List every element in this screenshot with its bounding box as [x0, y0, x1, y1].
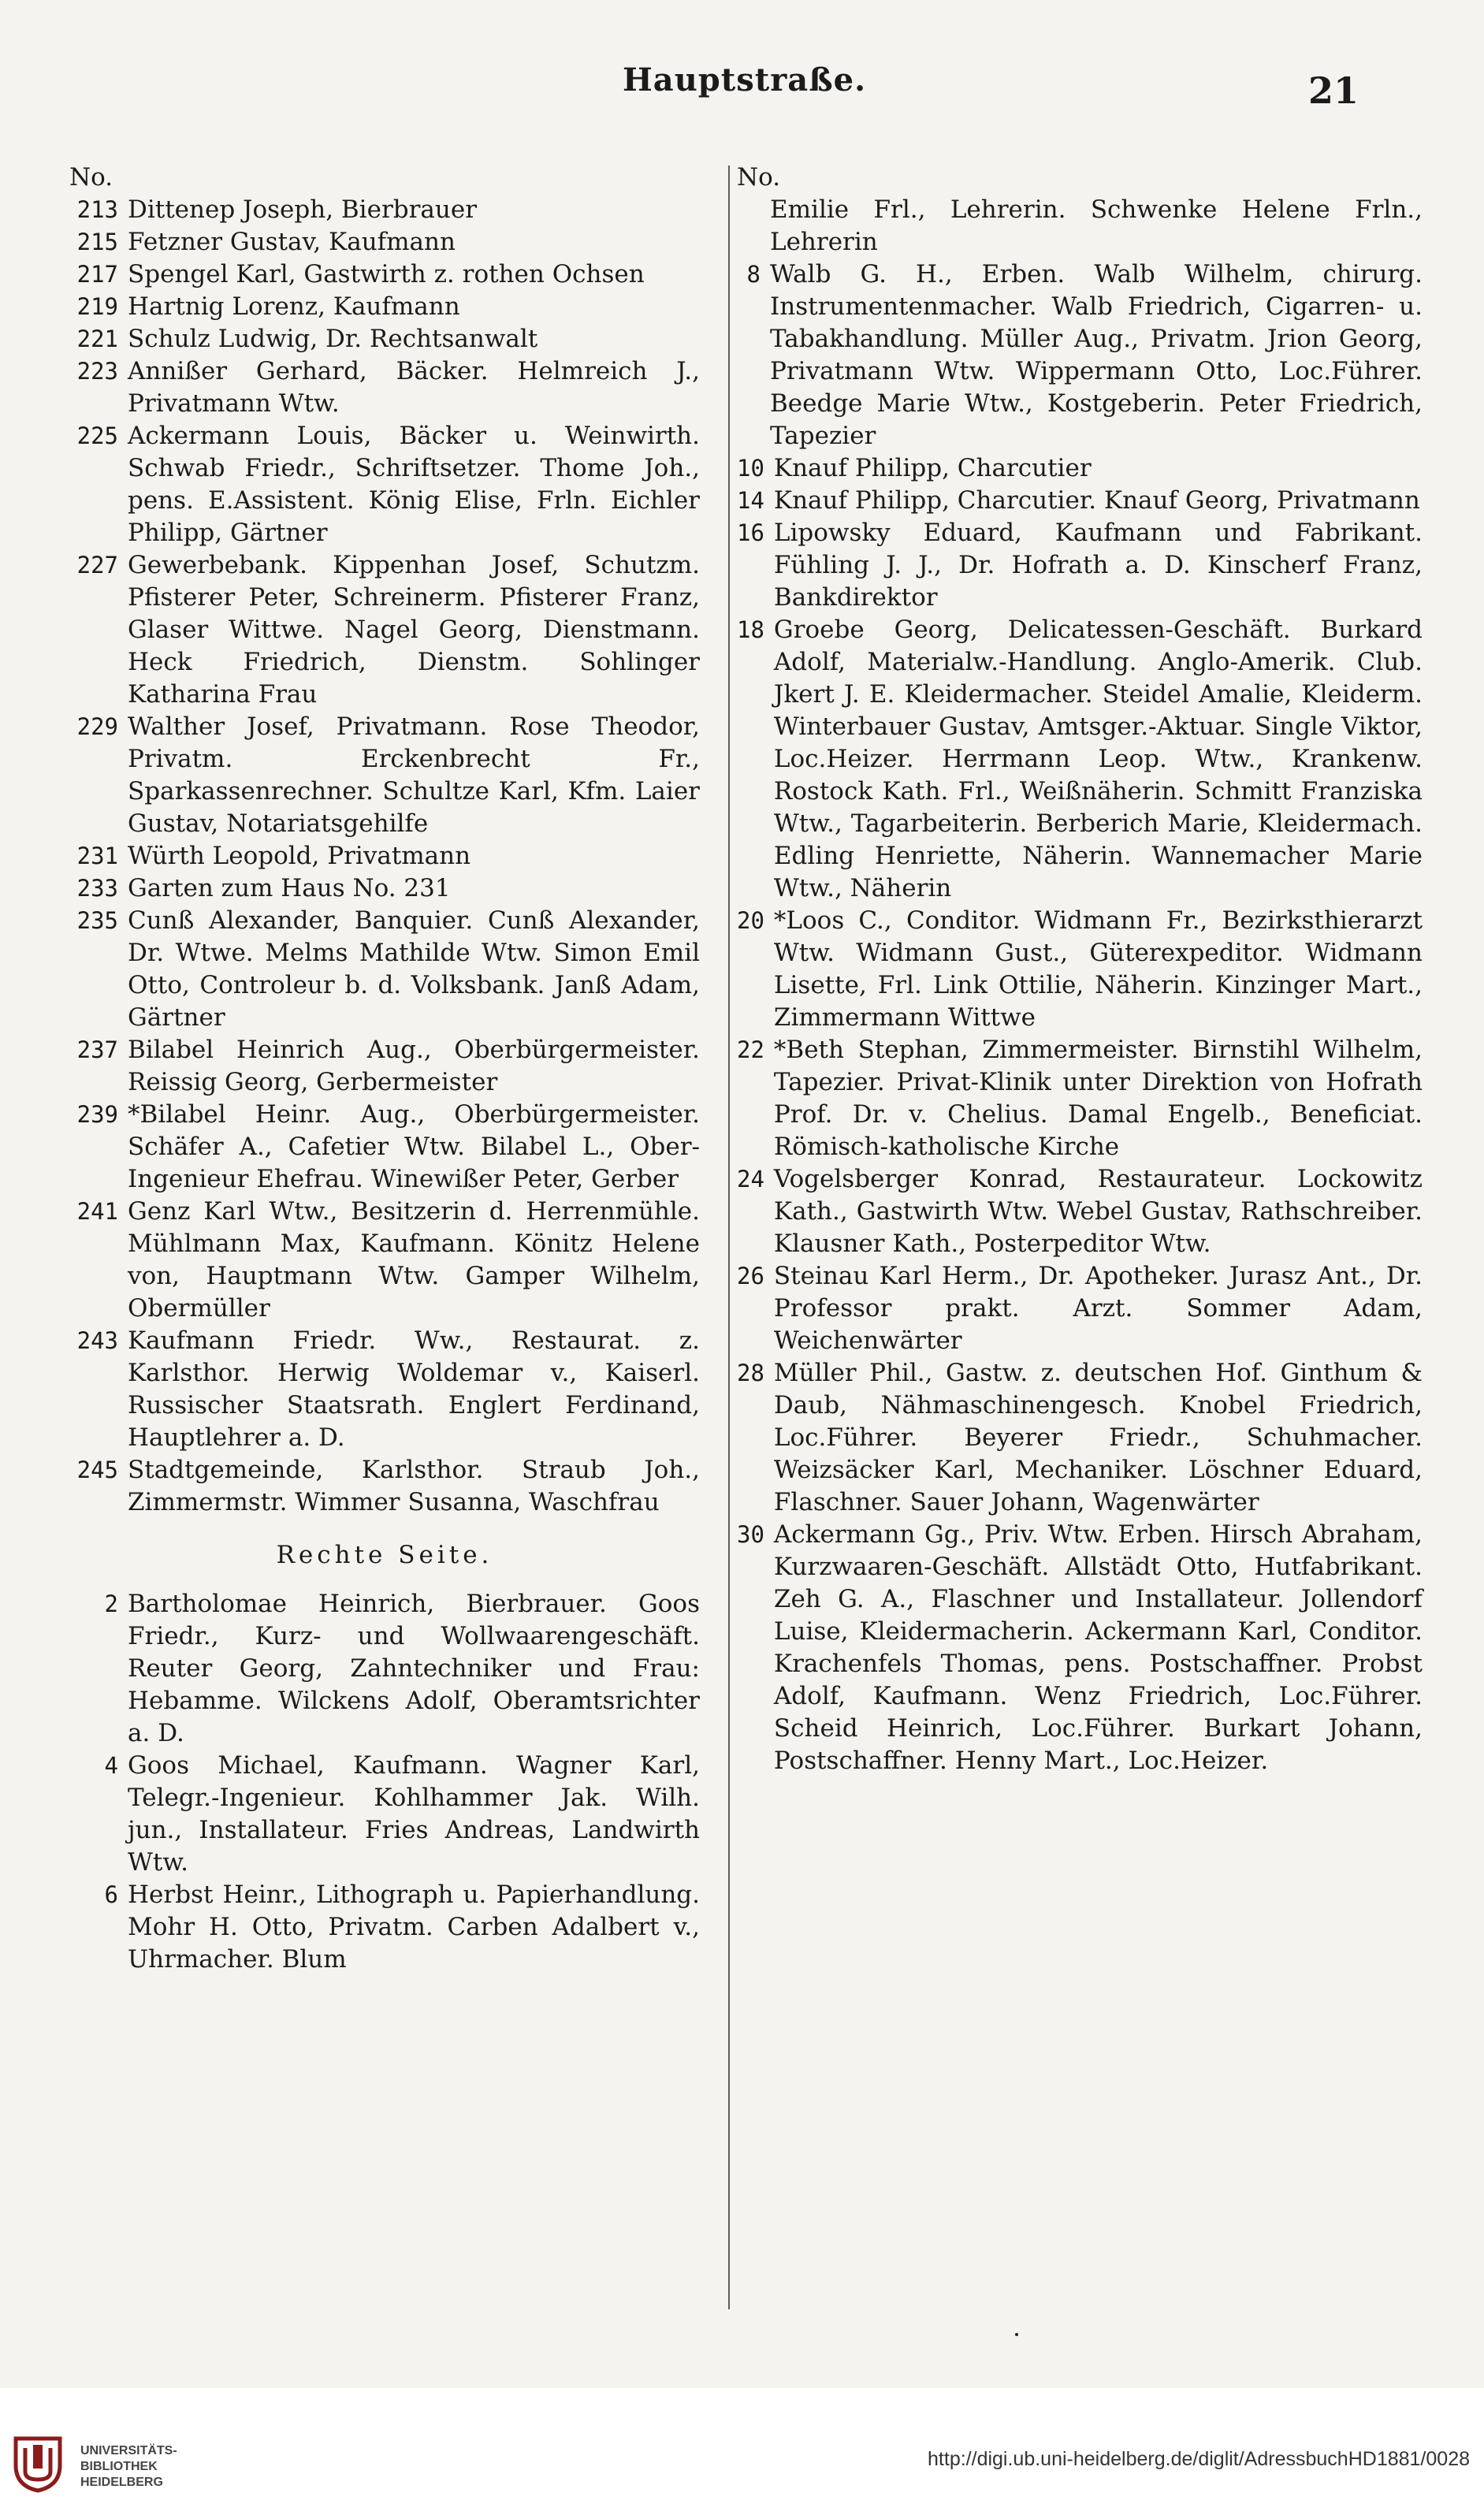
- house-number: 245: [76, 1457, 118, 1483]
- house-number: 18: [737, 616, 764, 643]
- house-number: 223: [76, 358, 118, 385]
- house-number: 6: [104, 1881, 118, 1908]
- resident-list: Müller Phil., Gastw. z. deutschen Hof. Ginthum & Daub, Nähmaschinengesch. Knobel Friedrich, Loc.Führer. Beyerer Friedr., Schuhmacher. Weizsäcker Karl, Mechaniker. Löschner Eduard, Flaschner. Sauer Johann, Wagenwärter: [773, 1359, 1423, 1516]
- resident-list: Bilabel Heinrich Aug., Oberbürgermeister. Reissig Georg, Gerbermeister: [128, 1036, 700, 1096]
- directory-entry: [737, 517, 1423, 614]
- right-column: [737, 162, 1423, 1777]
- resident-list: Goos Michael, Kaufmann. Wagner Karl, Telegr.-Ingenieur. Kohlhammer Jak. Wilh. jun., Installateur. Fries Andreas, Landwirth Wtw.: [128, 1751, 700, 1877]
- house-number: 24: [737, 1166, 764, 1192]
- library-name-line: HEIDELBERG: [80, 2476, 163, 2489]
- directory-entry: [737, 194, 1423, 259]
- house-number: 28: [737, 1360, 764, 1386]
- directory-entry: [737, 452, 1423, 485]
- resident-list: Hartnig Lorenz, Kaufmann: [128, 292, 460, 321]
- resident-list: Groebe Georg, Delicatessen-Geschäft. Burkard Adolf, Materialw.-Handlung. Anglo-Amerik. Club. Jkert J. E. Kleidermacher. Steidel Amalie, Kleiderm. Winterbauer Gustav, Amtsger.-Aktuar. Single Viktor, Loc.Heizer. Herrmann Leop. Wtw., Krankenw. Rostock Kath. Frl., Weißnäherin. Schmitt Franziska Wtw., Tagarbeiterin. Berberich Marie, Kleidermach. Edling Henriette, Näherin. Wannemacher Marie Wtw., Näherin: [773, 616, 1423, 902]
- house-number: 215: [76, 229, 118, 255]
- resident-list: Lipowsky Eduard, Kaufmann und Fabrikant. Fühling J. J., Dr. Hofrath a. D. Kinscherf Franz, Bankdirektor: [773, 519, 1423, 612]
- resident-list: *Bilabel Heinr. Aug., Oberbürgermeister. Schäfer A., Cafetier Wtw. Bilabel L., Ober-Ingenieur Ehefrau. Winewißer Peter, Gerber: [128, 1100, 700, 1193]
- page-number: 21: [1308, 69, 1359, 112]
- resident-list: Ackermann Gg., Priv. Wtw. Erben. Hirsch Abraham, Kurzwaaren-Geschäft. Allstädt Otto, Hutfabrikant. Zeh G. A., Flaschner und Installateur. Jollendorf Luise, Kleidermacherin. Ackermann Karl, Conditor. Krachenfels Thomas, pens. Postschaffner. Probst Adolf, Kaufmann. Wenz Friedrich, Loc.Führer. Scheid Heinrich, Loc.Führer. Burkart Johann, Postschaffner. Henny Mart., Loc.Heizer.: [773, 1520, 1423, 1775]
- house-number: 217: [76, 261, 118, 288]
- directory-entry: [69, 1879, 700, 1976]
- column-header-no: No.: [69, 163, 113, 192]
- house-number: 8: [746, 261, 761, 288]
- house-number: 227: [76, 552, 118, 579]
- resident-list: Ackermann Louis, Bäcker u. Weinwirth. Schwab Friedr., Schriftsetzer. Thome Joh., pens. E.Assistent. König Elise, Frln. Eichler Philipp, Gärtner: [128, 422, 700, 547]
- resident-list: Genz Karl Wtw., Besitzerin d. Herrenmühle. Mühlmann Max, Kaufmann. Könitz Helene von, Hauptmann Wtw. Gamper Wilhelm, Obermüller: [128, 1197, 700, 1323]
- directory-entry: [69, 194, 700, 226]
- resident-list: Kaufmann Friedr. Ww., Restaurat. z. Karlsthor. Herwig Woldemar v., Kaiserl. Russischer Staatsrath. Englert Ferdinand, Hauptlehrer a. D.: [128, 1326, 700, 1452]
- resident-list: *Loos C., Conditor. Widmann Fr., Bezirksthierarzt Wtw. Widmann Gust., Güterexpeditor. Widmann Lisette, Frl. Link Ottilie, Näherin. Kinzinger Mart., Zimmermann Wittwe: [773, 906, 1423, 1032]
- resident-list: Walther Josef, Privatmann. Rose Theodor, Privatm. Erckenbrecht Fr., Sparkassenrechner. Schultze Karl, Kfm. Laier Gustav, Notariatsgehilfe: [128, 712, 700, 838]
- house-number: 243: [76, 1327, 118, 1354]
- left-entries-after: [69, 1588, 700, 1976]
- resident-list: Würth Leopold, Privatmann: [128, 842, 471, 870]
- university-library-logo-icon: [9, 2434, 66, 2494]
- left-entries: [69, 194, 700, 1519]
- house-number: 221: [76, 326, 118, 352]
- resident-list: Spengel Karl, Gastwirth z. rothen Ochsen: [128, 260, 645, 288]
- house-number: 20: [737, 907, 764, 934]
- house-number: 233: [76, 875, 118, 902]
- house-number: 235: [76, 907, 118, 934]
- house-number: 213: [76, 196, 118, 223]
- directory-entry: [69, 872, 700, 905]
- house-number: 219: [76, 293, 118, 320]
- directory-entry: [737, 1034, 1423, 1163]
- house-number: 26: [737, 1263, 764, 1289]
- resident-list: Walb G. H., Erben. Walb Wilhelm, chirurg. Instrumentenmacher. Walb Friedrich, Cigarren- u. Tabakhandlung. Müller Aug., Privatm. Jrion Georg, Privatmann Wtw. Wippermann Otto, Loc.Führer. Beedge Marie Wtw., Kostgeberin. Peter Friedrich, Tapezier: [770, 260, 1423, 450]
- house-number: 22: [737, 1036, 764, 1063]
- right-entries: [737, 194, 1423, 1777]
- directory-entry: [69, 549, 700, 711]
- directory-entry: [69, 291, 700, 323]
- directory-entry: [69, 226, 700, 259]
- page-footer: [0, 2388, 1484, 2515]
- resident-list: Gewerbebank. Kippenhan Josef, Schutzm. Pfisterer Peter, Schreinerm. Pfisterer Franz, Glaser Wittwe. Nagel Georg, Dienstmann. Heck Friedrich, Dienstm. Sohlinger Katharina Frau: [128, 551, 700, 709]
- directory-entry: [69, 323, 700, 355]
- resident-list: Stadtgemeinde, Karlsthor. Straub Joh., Zimmermstr. Wimmer Susanna, Waschfrau: [128, 1456, 700, 1516]
- resident-list: Emilie Frl., Lehrerin. Schwenke Helene Frln., Lehrerin: [770, 195, 1423, 256]
- resident-list: Herbst Heinr., Lithograph u. Papierhandlung. Mohr H. Otto, Privatm. Carben Adalbert v., Uhrmacher. Blum: [128, 1881, 700, 1974]
- directory-entry: [69, 1099, 700, 1196]
- directory-entry: [69, 1196, 700, 1325]
- library-name: [80, 2443, 177, 2491]
- resident-list: Cunß Alexander, Banquier. Cunß Alexander, Dr. Wtwe. Melms Mathilde Wtw. Simon Emil Otto, Controleur b. d. Volksbank. Janß Adam, Gärtner: [128, 906, 700, 1032]
- running-title: Hauptstraße.: [623, 61, 866, 99]
- column-header-no: No.: [737, 163, 781, 192]
- directory-entry: [737, 1519, 1423, 1777]
- directory-entry: [69, 1454, 700, 1519]
- resident-list: Vogelsberger Konrad, Restaurateur. Lockowitz Kath., Gastwirth Wtw. Webel Gustav, Rathschreiber. Klausner Kath., Posterpeditor Wtw.: [773, 1165, 1423, 1258]
- house-number: 14: [737, 487, 764, 514]
- resident-list: Annißer Gerhard, Bäcker. Helmreich J., Privatmann Wtw.: [128, 357, 700, 418]
- left-column: [69, 162, 700, 1976]
- directory-entry: [737, 614, 1423, 905]
- house-number: 241: [76, 1198, 118, 1225]
- library-name-line: BIBLIOTHEK: [80, 2460, 158, 2473]
- resident-list: Steinau Karl Herm., Dr. Apotheker. Jurasz Ant., Dr. Professor prakt. Arzt. Sommer Adam, Weichenwärter: [773, 1262, 1423, 1355]
- directory-entry: [69, 1750, 700, 1879]
- house-number: 239: [76, 1101, 118, 1128]
- directory-entry: [737, 905, 1423, 1034]
- house-number: 2: [104, 1590, 118, 1617]
- source-url-link[interactable]: http://digi.ub.uni-heidelberg.de/diglit/AdressbuchHD1881/0028: [928, 2448, 1470, 2470]
- house-number: 4: [104, 1752, 118, 1779]
- resident-list: Dittenep Joseph, Bierbrauer: [128, 195, 478, 224]
- directory-entry: [737, 259, 1423, 452]
- directory-entry: [69, 420, 700, 549]
- directory-entry: [737, 1357, 1423, 1519]
- directory-entry: [69, 355, 700, 420]
- resident-list: Knauf Philipp, Charcutier. Knauf Georg, Privatmann: [773, 486, 1420, 515]
- directory-entry: [69, 905, 700, 1034]
- directory-entry: [69, 1325, 700, 1454]
- resident-list: Bartholomae Heinrich, Bierbrauer. Goos Friedr., Kurz- und Wollwaarengeschäft. Reuter Georg, Zahntechniker und Frau: Hebamme. Wilckens Adolf, Oberamtsrichter a. D.: [128, 1590, 700, 1747]
- resident-list: Knauf Philipp, Charcutier: [773, 454, 1092, 482]
- ink-speck: [1015, 2333, 1018, 2336]
- page-header: [0, 0, 1484, 134]
- column-divider: [728, 166, 730, 2309]
- house-number: [737, 194, 770, 259]
- directory-entry: [69, 1034, 700, 1099]
- house-number: 229: [76, 713, 118, 740]
- house-number: 225: [76, 422, 118, 449]
- directory-entry: [737, 485, 1423, 517]
- directory-entry: [69, 711, 700, 840]
- library-name-line: UNIVERSITÄTS-: [80, 2444, 177, 2457]
- house-number: 16: [737, 519, 764, 546]
- resident-list: Schulz Ludwig, Dr. Rechtsanwalt: [128, 325, 538, 353]
- directory-entry: [737, 1260, 1423, 1357]
- house-number: 30: [737, 1521, 764, 1548]
- resident-list: Fetzner Gustav, Kaufmann: [128, 228, 456, 256]
- resident-list: *Beth Stephan, Zimmermeister. Birnstihl Wilhelm, Tapezier. Privat-Klinik unter Direktion von Hofrath Prof. Dr. v. Chelius. Damal Engelb., Beneficiat. Römisch-katholische Kirche: [773, 1036, 1423, 1161]
- house-number: 237: [76, 1036, 118, 1063]
- house-number: 10: [737, 455, 764, 482]
- directory-entry: [69, 1588, 700, 1750]
- directory-entry: [69, 259, 700, 291]
- directory-entry: [69, 840, 700, 872]
- directory-entry: [737, 1163, 1423, 1260]
- house-number: 231: [76, 843, 118, 869]
- section-heading: Rechte Seite.: [276, 1541, 493, 1569]
- resident-list: Garten zum Haus No. 231: [128, 874, 451, 902]
